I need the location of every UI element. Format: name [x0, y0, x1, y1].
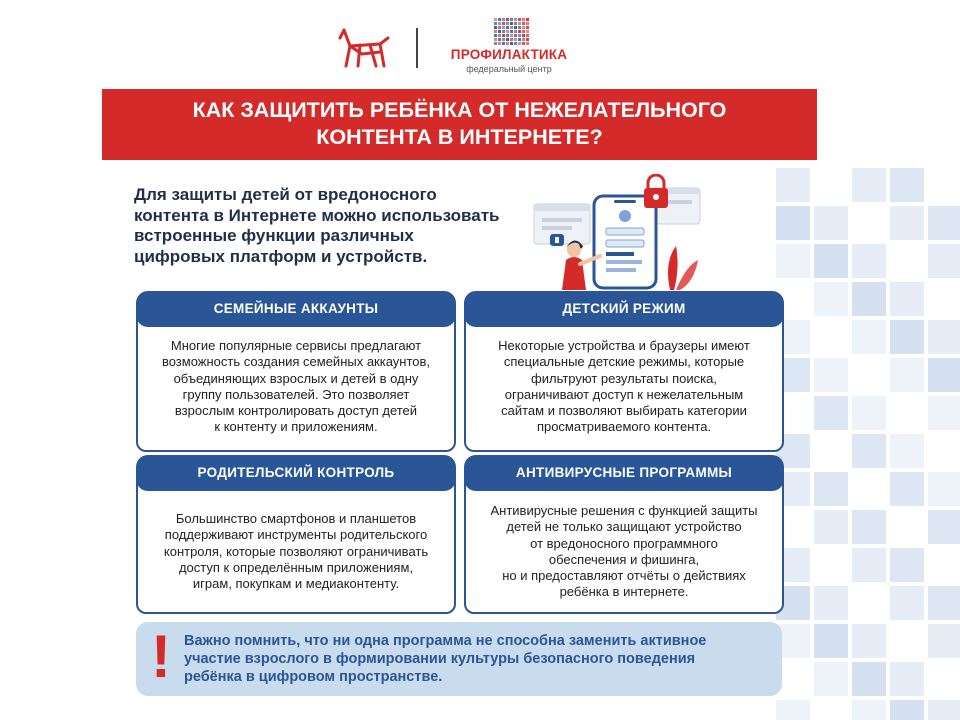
- card-text-line: группу пользователей. Это позволяет: [182, 386, 410, 402]
- card-text-line: Многие популярные сервисы предлагают: [170, 338, 422, 353]
- card-text-line: Некоторые устройства и браузеры имеют: [498, 338, 750, 353]
- card-text-line: объединяющих взрослых и детей в одну: [173, 370, 419, 386]
- card-text-line: Антивирусные решения с функцией защиты: [490, 503, 758, 518]
- card-text-line: сайтам и позволяют выбирать категории: [501, 403, 747, 419]
- intro-line: контента в Интернете можно использовать: [134, 205, 500, 225]
- card-text-line: играм, покупкам и медиаконтенту.: [192, 576, 400, 592]
- page-title-line: КОНТЕНТА В ИНТЕРНЕТЕ?: [316, 125, 603, 149]
- chair-logo-icon: [336, 24, 392, 70]
- note-line: Важно помнить, что ни одна программа не способна заменить активное: [184, 633, 707, 649]
- decorative-squares: [772, 160, 960, 720]
- card-text-line: взрослым контролировать доступ детей: [174, 403, 418, 419]
- card-title: СЕМЕЙНЫЕ АККАУНТЫ: [136, 291, 456, 327]
- card-text-line: фильтруют результаты поиска,: [531, 370, 717, 386]
- card-title: ДЕТСКИЙ РЕЖИМ: [464, 291, 784, 327]
- phone-security-illustration: [520, 174, 710, 290]
- card-text-line: специальные детские режимы, которые: [503, 354, 745, 370]
- note-line: ребёнка в цифровом пространстве.: [184, 669, 443, 685]
- card-text-line: к контенту и приложениям.: [214, 419, 378, 435]
- card-text: [472, 338, 776, 436]
- card-text: [144, 338, 448, 436]
- card-text-line: ребёнка в интернете.: [559, 584, 689, 600]
- card-text-line: просматриваемого контента.: [536, 419, 712, 435]
- brand-subtitle: федеральный центр: [466, 64, 552, 74]
- card-text-line: поддерживают инструменты родительского: [164, 527, 428, 543]
- card-text-line: детей не только защищают устройство: [506, 519, 742, 535]
- card-text: [144, 511, 448, 592]
- page-title-line: КАК ЗАЩИТИТЬ РЕБЁНКА ОТ НЕЖЕЛАТЕЛЬНОГО: [192, 98, 727, 122]
- note-line: участие взрослого в формировании культуры безопасного поведения: [184, 651, 696, 667]
- brand-name: ПРОФИЛАКТИКА: [450, 47, 568, 62]
- card-text-line: возможность создания семейных аккаунтов,: [161, 354, 431, 370]
- card-text-line: доступ к определённым приложениям,: [178, 559, 414, 575]
- exclamation-icon: !: [151, 623, 171, 690]
- card-title: РОДИТЕЛЬСКИЙ КОНТРОЛЬ: [136, 455, 456, 491]
- card-text-line: обеспечения и фишинга,: [548, 551, 700, 567]
- grid-logo-icon: [494, 18, 530, 46]
- card-text-line: ограничивают доступ к нежелательным: [504, 386, 744, 402]
- card-text: [472, 503, 776, 601]
- card-title: АНТИВИРУСНЫЕ ПРОГРАММЫ: [464, 455, 784, 491]
- intro-line: встроенные функции различных: [134, 226, 414, 245]
- important-note-text: [184, 632, 774, 686]
- page-title: [102, 97, 817, 151]
- intro-text: [134, 185, 534, 267]
- card-text-line: контроля, которые позволяют ограничивать: [163, 543, 429, 559]
- intro-line: Для защиты детей от вредоносного: [134, 185, 437, 204]
- card-text-line: но и предоставляют отчёты о действиях: [502, 568, 746, 584]
- intro-line: цифровых платформ и устройств.: [134, 246, 428, 266]
- card-text-line: от вредоносного программного: [530, 535, 718, 551]
- card-text-line: Большинство смартфонов и планшетов: [175, 511, 417, 526]
- logo-divider: [416, 28, 418, 68]
